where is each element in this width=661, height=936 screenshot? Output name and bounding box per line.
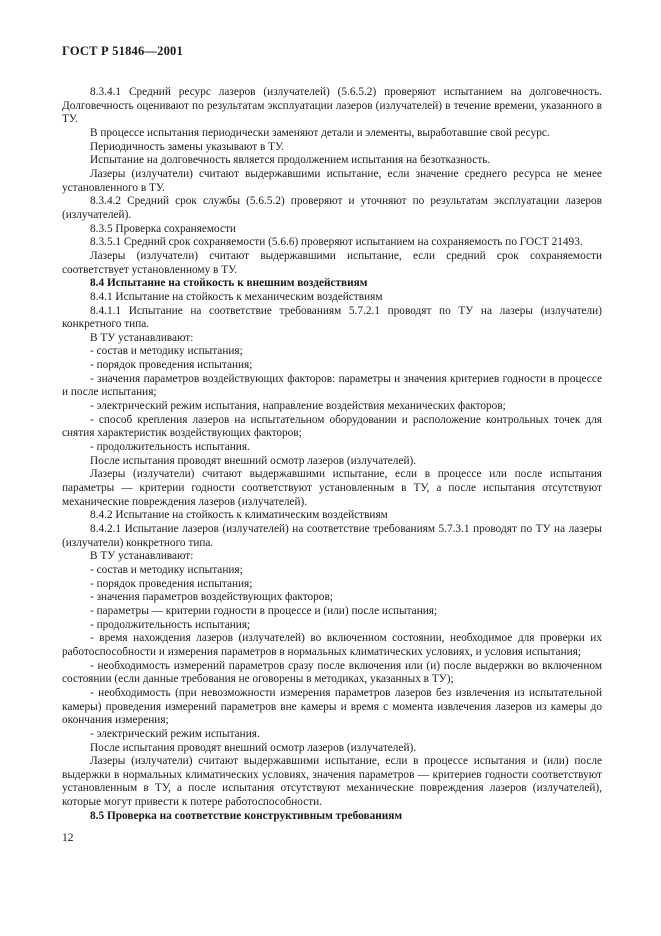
paragraph: 8.4.1.1 Испытание на соответствие требованиям 5.7.2.1 проводят по ТУ на лазеры (излучатели) конкретного типа. [62,304,602,331]
list-item: - необходимость измерений параметров сразу после включения или (и) после выдержки во включенном состоянии (если данные требования не оговорены в методиках, указанных в ТУ); [62,659,602,686]
list-item: - необходимость (при невозможности измерения параметров лазеров без извлечения из испытательной камеры) проведения измерений параметров вне камеры и время с момента извлечения лазеров из камеры до окончания измерения; [62,686,602,727]
section-heading: 8.4 Испытание на стойкость к внешним воздействиям [90,277,368,290]
paragraph: 8.3.5.1 Средний срок сохраняемости (5.6.6) проверяют испытанием на сохраняемость по ГОСТ 21493. [90,236,583,249]
subsection-title: 8.3.5 Проверка сохраняемости [90,222,236,235]
paragraph: После испытания проводят внешний осмотр лазеров (излучателей). [90,454,417,467]
list-item: - электрический режим испытания, направление воздействия механических факторов; [90,400,506,413]
list-item: - способ крепления лазеров на испытательном оборудовании и расположение контрольных точек для снятия характеристик воздействующих факторов; [62,413,602,440]
section-heading: 8.5 Проверка на соответствие конструктивным требованиям [90,809,403,822]
list-item: - значения параметров воздействующих факторов; [90,591,333,604]
list-item: - параметры — критерии годности в процессе и (или) после испытания; [90,604,438,617]
paragraph: Лазеры (излучатели) считают выдержавшими испытание, если средний срок сохраняемости соответствует установленному в ТУ. [62,249,602,276]
paragraph: В процессе испытания периодически заменяют детали и элементы, выработавшие свой ресурс. [90,126,550,139]
paragraph: Лазеры (излучатели) считают выдержавшими испытание, если в процессе или после испытания параметры — критерии годности соответствуют установленным в ТУ, а после испытания отсутствуют механические повреждения лазеров (излучателей). [62,468,602,508]
paragraph: После испытания проводят внешний осмотр лазеров (излучателей). [90,741,417,754]
list-item: - состав и методику испытания; [90,563,243,576]
list-item: - продолжительность испытания; [90,618,251,631]
list-item: - порядок проведения испытания; [90,359,253,372]
list-item: - состав и методику испытания; [90,345,243,358]
paragraph: Периодичность замены указывают в ТУ. [90,140,284,153]
list-item: - значения параметров воздействующих факторов: параметры и значения критериев годности в процессе и после испытания; [62,372,602,399]
paragraph: Испытание на долговечность является продолжением испытания на безотказность. [90,154,491,167]
list-item: - продолжительность испытания. [90,441,250,454]
paragraph: 8.4.2.1 Испытание лазеров (излучателей) на соответствие требованиям 5.7.3.1 проводят по ТУ на лазеры (излучатели) конкретного типа. [62,523,602,549]
subsection-title: 8.4.2 Испытание на стойкость к климатическим воздействиям [90,509,388,522]
paragraph: 8.3.4.2 Средний срок службы (5.6.5.2) проверяют и уточняют по результатам эксплуатации лазеров (излучателей). [62,195,602,221]
paragraph: 8.3.4.1 Средний ресурс лазеров (излучателей) (5.6.5.2) проверяют испытанием на долговечность. Долговечность оценивают по результатам эксплуатации лазеров (излучателей) в течение времени, указанного в ТУ. [62,86,602,126]
document-header: ГОСТ Р 51846—2001 [62,44,183,58]
document-body [62,86,602,823]
list-item: - электрический режим испытания. [90,727,260,740]
list-item: - порядок проведения испытания; [90,577,253,590]
paragraph: В ТУ устанавливают: [90,550,194,563]
subsection-title: 8.4.1 Испытание на стойкость к механическим воздействиям [90,290,383,303]
page-number: 12 [62,832,74,844]
paragraph: Лазеры (излучатели) считают выдержавшими испытание, если в процессе испытания и (или) после выдержки в нормальных климатических условиях, значения параметров — критериев годности соответствуют установленным в ТУ, а после испытания отсутствуют механические повреждения лазеров (излучателей), которые могут привести к потере работоспособности. [62,755,602,809]
paragraph: В ТУ устанавливают: [90,331,194,344]
list-item: - время нахождения лазеров (излучателей) во включенном состоянии, необходимое для проверки их работоспособности и измерения параметров в нормальных климатических условиях, и условия испытания; [62,632,602,658]
paragraph: Лазеры (излучатели) считают выдержавшими испытание, если значение среднего ресурса не менее установленного в ТУ. [62,167,602,194]
